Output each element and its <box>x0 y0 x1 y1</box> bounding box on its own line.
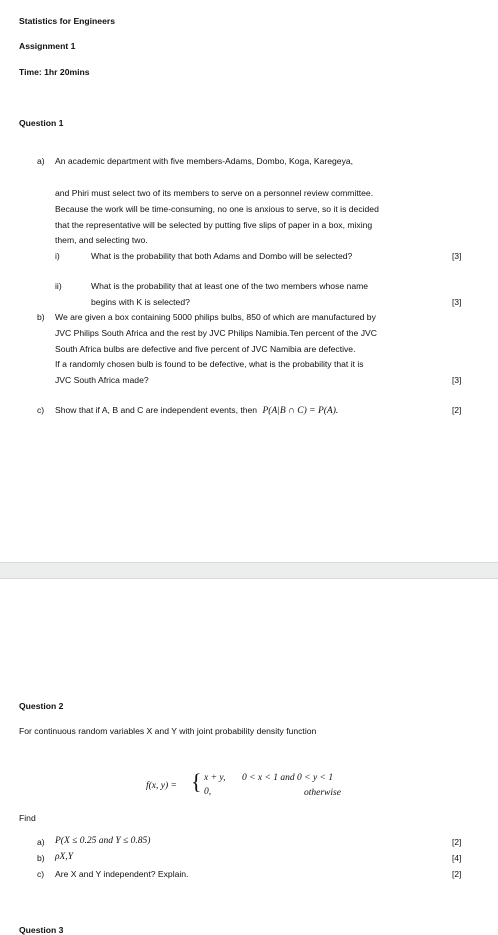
q2b-mark: [4] <box>452 853 462 863</box>
q2c-mark: [2] <box>452 869 462 879</box>
pdf-brace: { <box>191 769 202 794</box>
q1b-text-line: South Africa bulbs are defective and five percent of JVC Namibia are defective. <box>55 344 356 354</box>
q2-find: Find <box>19 813 36 823</box>
q1a-intro: An academic department with five members-Adams, Dombo, Koga, Karegeya, <box>55 156 354 166</box>
question-1-title: Question 1 <box>19 118 64 128</box>
q2-intro: For continuous random variables X and Y with joint probability density function <box>19 726 317 736</box>
time-limit: Time: 1hr 20mins <box>19 67 90 77</box>
q1b-mark: [3] <box>452 375 462 385</box>
question-2-title: Question 2 <box>19 701 64 711</box>
q2a-mark: [2] <box>452 837 462 847</box>
q1c-mark: [2] <box>452 405 462 415</box>
q1c-text <box>55 405 338 417</box>
pdf-case-2: 0, <box>204 787 212 797</box>
q1b-text-line: JVC Philips South Africa and the rest by JVC Philips Namibia.Ten percent of the JVC <box>55 328 377 338</box>
pdf-case-1: x + y, <box>204 773 226 783</box>
q1aii-label: ii) <box>55 281 62 291</box>
q2c-text: Are X and Y independent? Explain. <box>55 869 189 879</box>
q1a-label: a) <box>37 156 45 166</box>
q2b-label: b) <box>37 853 45 863</box>
course-title: Statistics for Engineers <box>19 16 115 26</box>
assignment-title: Assignment 1 <box>19 41 76 51</box>
q1a-body-line: Because the work will be time-consuming, no one is anxious to serve, so it is decided <box>55 204 379 214</box>
q1c-statement: Show that if A, B and C are independent events, then <box>55 405 258 415</box>
page-break <box>0 562 498 579</box>
pdf-condition-1: 0 < x < 1 and 0 < y < 1 <box>242 773 334 783</box>
q1c-formula: P(A|B ∩ C) = P(A). <box>262 406 339 416</box>
pdf-condition-2: otherwise <box>304 788 341 798</box>
q2c-label: c) <box>37 869 45 879</box>
q1a-body-line: them, and selecting two. <box>55 235 148 245</box>
q1a-body-line: and Phiri must select two of its members to serve on a personnel review committee. <box>55 188 374 198</box>
pdf-lhs: f(x, y) = <box>146 781 177 791</box>
q2b-text: ρX,Y <box>55 852 74 862</box>
q1a-body-line: that the representative will be selected by putting five slips of paper in a box, mixing <box>55 220 373 230</box>
q1b-text-line: JVC South Africa made? <box>55 375 149 385</box>
q1b-text-line: We are given a box containing 5000 philips bulbs, 850 of which are manufactured by <box>55 312 376 322</box>
q1ai-text: What is the probability that both Adams and Dombo will be selected? <box>91 251 353 261</box>
q1aii-text-line: What is the probability that at least one of the two members whose name <box>91 281 369 291</box>
q1aii-text-line: begins with K is selected? <box>91 297 190 307</box>
q2a-label: a) <box>37 837 45 847</box>
q1c-label: c) <box>37 405 45 415</box>
question-3-title: Question 3 <box>19 925 64 935</box>
q1ai-label: i) <box>55 251 60 261</box>
q1b-text-line: If a randomly chosen bulb is found to be defective, what is the probability that it is <box>55 359 364 369</box>
q2a-text: P(X ≤ 0.25 and Y ≤ 0.85) <box>55 836 151 846</box>
q1b-label: b) <box>37 312 45 322</box>
q1ai-mark: [3] <box>452 251 462 261</box>
q1aii-mark: [3] <box>452 297 462 307</box>
